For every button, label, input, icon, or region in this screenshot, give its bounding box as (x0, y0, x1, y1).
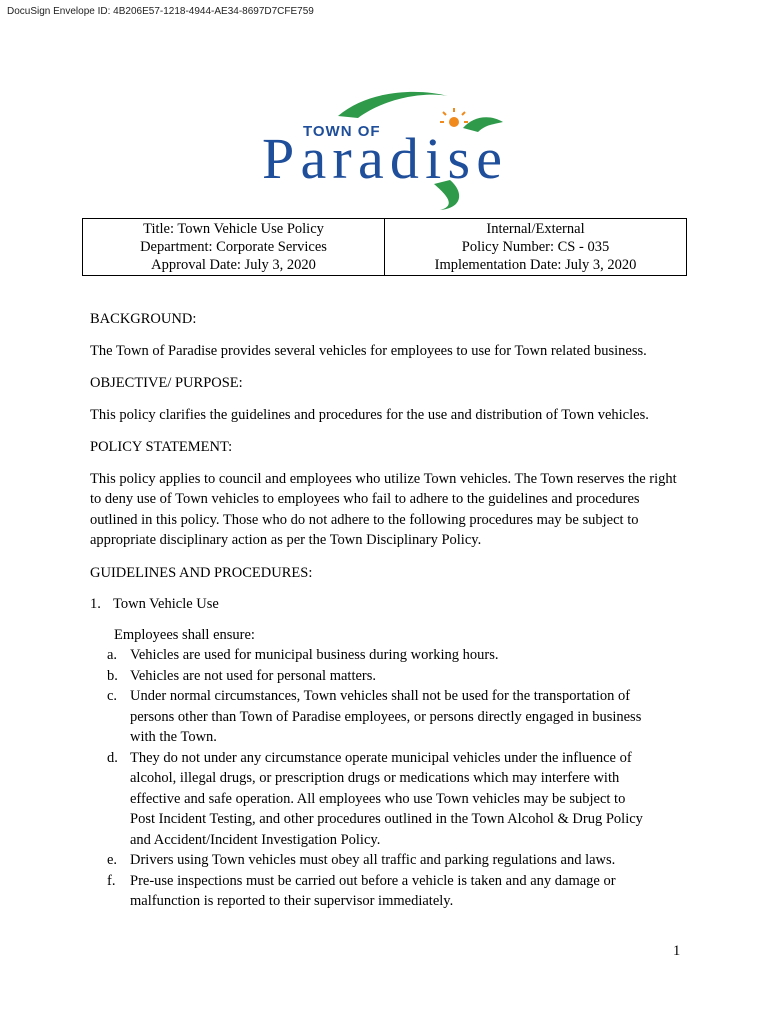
policy-scope: Internal/External (486, 221, 585, 237)
policy-number: Policy Number: CS - 035 (461, 239, 610, 255)
approval-date: Approval Date: July 3, 2020 (151, 257, 316, 273)
implementation-date: Implementation Date: July 3, 2020 (434, 257, 637, 273)
list-item (90, 666, 690, 687)
ensure-list (90, 625, 690, 912)
list-item-text: They do not under any circumstance operate municipal vehicles under the influence of alcohol, illegal drugs, or prescription drugs or medications which may interfere with effective and safe operation. All employees who use Town vehicles may be subject to Post Incident Testing, and other procedures outlined in the Town Alcohol & Drug Policy and Accident/Incident Investigation Policy. (130, 749, 643, 848)
envelope-id: DocuSign Envelope ID: 4B206E57-1218-4944-AE34-8697D7CFE759 (7, 6, 314, 17)
list-item (90, 871, 690, 912)
policy-meta-table (82, 218, 687, 276)
list-item-letter: c. (107, 688, 118, 704)
logo-line1: TOWN OF (303, 123, 381, 140)
list-item-text: Drivers using Town vehicles must obey all traffic and parking regulations and laws. (130, 852, 616, 868)
numbered-item-number: 1. (90, 596, 101, 612)
background-heading: BACKGROUND: (90, 311, 197, 327)
policy-department: Department: Corporate Services (140, 239, 327, 255)
list-item-text: Vehicles are used for municipal business during working hours. (130, 647, 499, 663)
list-item-letter: e. (107, 852, 118, 868)
policy-body (90, 309, 690, 912)
list-item (90, 645, 690, 666)
list-item (90, 686, 690, 748)
list-intro: Employees shall ensure: (114, 626, 255, 643)
policy-statement-text: This policy applies to council and employees who utilize Town vehicles. The Town reserves the right to deny use of Town vehicles to employees who fail to adhere to the guidelines and procedures outlined in this policy. Those who do not adhere to the following procedures may be subject to appropriate disciplinary action as per the Town Disciplinary Policy. (90, 470, 677, 548)
objective-text: This policy clarifies the guidelines and procedures for the use and distribution of Town vehicles. (90, 406, 649, 423)
list-item (90, 748, 690, 851)
meta-right-cell (385, 219, 687, 276)
list-item (90, 850, 690, 871)
policy-title: Title: Town Vehicle Use Policy (143, 221, 324, 237)
page-number: 1 (673, 943, 681, 959)
list-item-letter: f. (107, 872, 116, 889)
logo-line2: Paradise (262, 126, 502, 191)
objective-heading: OBJECTIVE/ PURPOSE: (90, 375, 243, 391)
list-item-letter: b. (107, 667, 118, 684)
background-text: The Town of Paradise provides several vehicles for employees to use for Town related business. (90, 342, 647, 359)
meta-left-cell (83, 219, 385, 276)
list-item-letter: a. (107, 647, 118, 663)
numbered-item (90, 594, 690, 615)
list-item-letter: d. (107, 749, 118, 766)
town-of-paradise-logo (258, 88, 510, 210)
list-item-text: Vehicles are not used for personal matters. (130, 667, 377, 684)
numbered-item-title: Town Vehicle Use (113, 596, 219, 612)
sun-icon (440, 108, 468, 127)
guidelines-heading: GUIDELINES AND PROCEDURES: (90, 564, 313, 581)
list-item-text: Pre-use inspections must be carried out before a vehicle is taken and any damage or malfunction is reported to their supervisor immediately. (130, 872, 616, 909)
policy-statement-heading: POLICY STATEMENT: (90, 439, 233, 455)
logo-swoosh-top (338, 92, 448, 118)
list-item-text: Under normal circumstances, Town vehicles shall not be used for the transportation of persons other than Town of Paradise employees, or persons directly engaged in business with the Town. (130, 688, 642, 745)
